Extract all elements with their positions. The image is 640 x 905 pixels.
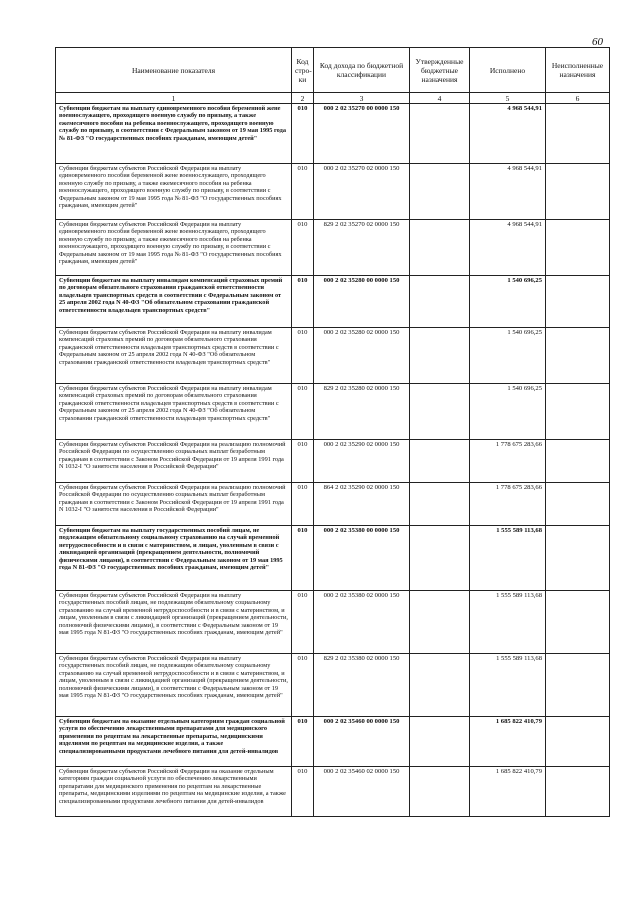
approved-value (410, 276, 470, 328)
executed-value: 1 778 675 283,66 (470, 440, 546, 483)
executed-value: 1 778 675 283,66 (470, 483, 546, 526)
row-code: 010 (292, 526, 314, 591)
row-code: 010 (292, 483, 314, 526)
row-code: 010 (292, 591, 314, 654)
income-code: 000 2 02 35270 02 0000 150 (314, 164, 410, 220)
budget-execution-table (55, 47, 610, 817)
row-name: Субвенции бюджетам субъектов Российской Федерации на реализацию полномочий Российской Федерации по осуществлению социальных выплат безработным гражданам в соответствии с Законом Российской Федерации от 19 апреля 1991 года N 1032-I "О занятости населения в Российской Федерации" (56, 440, 292, 483)
row-code: 010 (292, 328, 314, 384)
unexecuted-value (546, 276, 610, 328)
unexecuted-value (546, 440, 610, 483)
executed-value: 4 968 544,91 (470, 104, 546, 164)
executed-value: 1 685 822 410,79 (470, 717, 546, 767)
table-row (56, 164, 610, 220)
income-code: 000 2 02 35290 02 0000 150 (314, 440, 410, 483)
approved-value (410, 483, 470, 526)
unexecuted-value (546, 591, 610, 654)
table-row (56, 654, 610, 717)
table-row (56, 220, 610, 276)
row-name: Субвенции бюджетам субъектов Российской Федерации на выплату инвалидам компенсаций страховых премий по договорам обязательного страхования гражданской ответственности владельцев транспортных средств в соответствии с Федеральным законом от 25 апреля 2002 года N 40-ФЗ "Об обязательном страховании гражданской ответственности владельцев транспортных средств" (56, 328, 292, 384)
row-name: Субвенции бюджетам субъектов Российской Федерации на выплату государственных пособий лицам, не подлежащим обязательному социальному страхованию на случай временной нетрудоспособности и в связи с материнством, и лицам, уволенным в связи с ликвидацией организаций (прекращением деятельности, полномочий физическими лицами), в соответствии с Федеральным законом от 19 мая 1995 года N 81-ФЗ "О государственных пособиях гражданам, имеющим детей" (56, 654, 292, 717)
table-row (56, 526, 610, 591)
unexecuted-value (546, 164, 610, 220)
col-header-approved: Утвержденные бюджетные назначения (410, 48, 470, 93)
table-row (56, 384, 610, 440)
row-code: 010 (292, 384, 314, 440)
approved-value (410, 440, 470, 483)
executed-value: 1 555 589 113,68 (470, 591, 546, 654)
approved-value (410, 328, 470, 384)
unexecuted-value (546, 767, 610, 817)
unexecuted-value (546, 654, 610, 717)
income-code: 000 2 02 35270 00 0000 150 (314, 104, 410, 164)
executed-value: 1 555 589 113,68 (470, 526, 546, 591)
approved-value (410, 717, 470, 767)
row-name: Субвенции бюджетам субъектов Российской Федерации на выплату государственных пособий лицам, не подлежащим обязательному социальному страхованию на случай временной нетрудоспособности и в связи с материнством, и лицам, уволенным в связи с ликвидацией организаций (прекращением деятельности, полномочий физическими лицами), в соответствии с Федеральным законом от 19 мая 1995 года N 81-ФЗ "О государственных пособиях гражданам, имеющим детей" (56, 591, 292, 654)
executed-value: 1 540 696,25 (470, 276, 546, 328)
unexecuted-value (546, 526, 610, 591)
table-row (56, 483, 610, 526)
table-row (56, 328, 610, 384)
row-code: 010 (292, 440, 314, 483)
row-name: Субвенции бюджетам на выплату государственных пособий лицам, не подлежащим обязательному социальному страхованию на случай временной нетрудоспособности и в связи с материнством, и лицам, уволенным в связи с ликвидацией организаций (прекращением деятельности, полномочий физическими лицами), в соответствии с Федеральным законом от 19 мая 1995 года N 81-ФЗ "О государственных пособиях гражданам, имеющим детей" (56, 526, 292, 591)
unexecuted-value (546, 384, 610, 440)
executed-value: 1 540 696,25 (470, 384, 546, 440)
approved-value (410, 384, 470, 440)
col-header-unexecuted: Неисполненные назначения (546, 48, 610, 93)
row-name: Субвенции бюджетам субъектов Российской Федерации на оказание отдельным категориям граждан социальной услуги по обеспечению лекарственными препаратами для медицинского применения по рецептам на лекарственные препараты, медицинскими изделиями по рецептам на медицинские изделия, а также специализированными продуктами лечебного питания для детей-инвалидов (56, 767, 292, 817)
row-code: 010 (292, 104, 314, 164)
executed-value: 1 540 696,25 (470, 328, 546, 384)
row-name: Субвенции бюджетам субъектов Российской Федерации на выплату инвалидам компенсаций страховых премий по договорам обязательного страхования гражданской ответственности владельцев транспортных средств в соответствии с Федеральным законом от 25 апреля 2002 года N 40-ФЗ "Об обязательном страховании гражданской ответственности владельцев транспортных средств" (56, 384, 292, 440)
row-name: Субвенции бюджетам на выплату инвалидам компенсаций страховых премий по договорам обязательного страхования гражданской ответственности владельцев транспортных средств в соответствии с Федеральным законом от 25 апреля 2002 года N 40-ФЗ "Об обязательном страховании гражданской ответственности владельцев транспортных средств" (56, 276, 292, 328)
table-header-row (56, 48, 610, 93)
income-code: 000 2 02 35280 00 0000 150 (314, 276, 410, 328)
row-code: 010 (292, 717, 314, 767)
unexecuted-value (546, 104, 610, 164)
col-number: 6 (546, 93, 610, 104)
approved-value (410, 767, 470, 817)
col-number: 3 (314, 93, 410, 104)
row-name: Субвенции бюджетам на выплату единовременного пособия беременной жене военнослужащего, проходящего военную службу по призыву, а также ежемесячного пособия на ребенка военнослужащего, проходящего военную службу по призыву, в соответствии с Федеральным законом от 19 мая 1995 года № 81-ФЗ "О государственных пособиях гражданам, имеющим детей" (56, 104, 292, 164)
row-name: Субвенции бюджетам субъектов Российской Федерации на реализацию полномочий Российской Федерации по осуществлению социальных выплат безработным гражданам в соответствии с Законом Российской Федерации от 19 апреля 1991 года N 1032-I "О занятости населения в Российской Федерации" (56, 483, 292, 526)
table-row (56, 104, 610, 164)
income-code: 829 2 02 35280 02 0000 150 (314, 384, 410, 440)
table-row (56, 276, 610, 328)
table-row (56, 767, 610, 817)
approved-value (410, 220, 470, 276)
col-header-income-code: Код дохода по бюджетной классификации (314, 48, 410, 93)
unexecuted-value (546, 220, 610, 276)
income-code: 000 2 02 35460 00 0000 150 (314, 717, 410, 767)
column-number-row (56, 93, 610, 104)
table-row (56, 717, 610, 767)
income-code: 829 2 02 35270 02 0000 150 (314, 220, 410, 276)
income-code: 829 2 02 35380 02 0000 150 (314, 654, 410, 717)
row-code: 010 (292, 220, 314, 276)
approved-value (410, 591, 470, 654)
col-header-executed: Исполнено (470, 48, 546, 93)
col-number: 2 (292, 93, 314, 104)
row-name: Субвенции бюджетам на оказание отдельным категориям граждан социальной услуги по обеспечению лекарственными препаратами для медицинского применения по рецептам на лекарственные препараты, медицинскими изделиями по рецептам на медицинские изделия, а также специализированными продуктами лечебного питания для детей-инвалидов (56, 717, 292, 767)
approved-value (410, 164, 470, 220)
row-code: 010 (292, 164, 314, 220)
row-code: 010 (292, 654, 314, 717)
executed-value: 1 555 589 113,68 (470, 654, 546, 717)
col-header-row-code: Код стро-ки (292, 48, 314, 93)
row-name: Субвенции бюджетам субъектов Российской Федерации на выплату единовременного пособия беременной жене военнослужащего, проходящего военную службу по призыву, а также ежемесячного пособия на ребенка военнослужащего, проходящего военную службу по призыву, в соответствии с Федеральным законом от 19 мая 1995 года № 81-ФЗ "О государственных пособиях гражданам, имеющим детей" (56, 164, 292, 220)
income-code: 000 2 02 35380 02 0000 150 (314, 591, 410, 654)
unexecuted-value (546, 328, 610, 384)
income-code: 000 2 02 35460 02 0000 150 (314, 767, 410, 817)
income-code: 864 2 02 35290 02 0000 150 (314, 483, 410, 526)
executed-value: 4 968 544,91 (470, 164, 546, 220)
approved-value (410, 526, 470, 591)
col-number: 4 (410, 93, 470, 104)
row-code: 010 (292, 767, 314, 817)
row-code: 010 (292, 276, 314, 328)
table-row (56, 440, 610, 483)
page-number: 60 (592, 36, 603, 48)
approved-value (410, 654, 470, 717)
income-code: 000 2 02 35280 02 0000 150 (314, 328, 410, 384)
executed-value: 1 685 822 410,79 (470, 767, 546, 817)
unexecuted-value (546, 717, 610, 767)
income-code: 000 2 02 35380 00 0000 150 (314, 526, 410, 591)
unexecuted-value (546, 483, 610, 526)
col-number: 5 (470, 93, 546, 104)
executed-value: 4 968 544,91 (470, 220, 546, 276)
col-header-name: Наименование показателя (56, 48, 292, 93)
row-name: Субвенции бюджетам субъектов Российской Федерации на выплату единовременного пособия беременной жене военнослужащего, проходящего военную службу по призыву, а также ежемесячного пособия на ребенка военнослужащего, проходящего военную службу по призыву, в соответствии с Федеральным законом от 19 мая 1995 года № 81-ФЗ "О государственных пособиях гражданам, имеющим детей" (56, 220, 292, 276)
approved-value (410, 104, 470, 164)
table-row (56, 591, 610, 654)
col-number: 1 (56, 93, 292, 104)
